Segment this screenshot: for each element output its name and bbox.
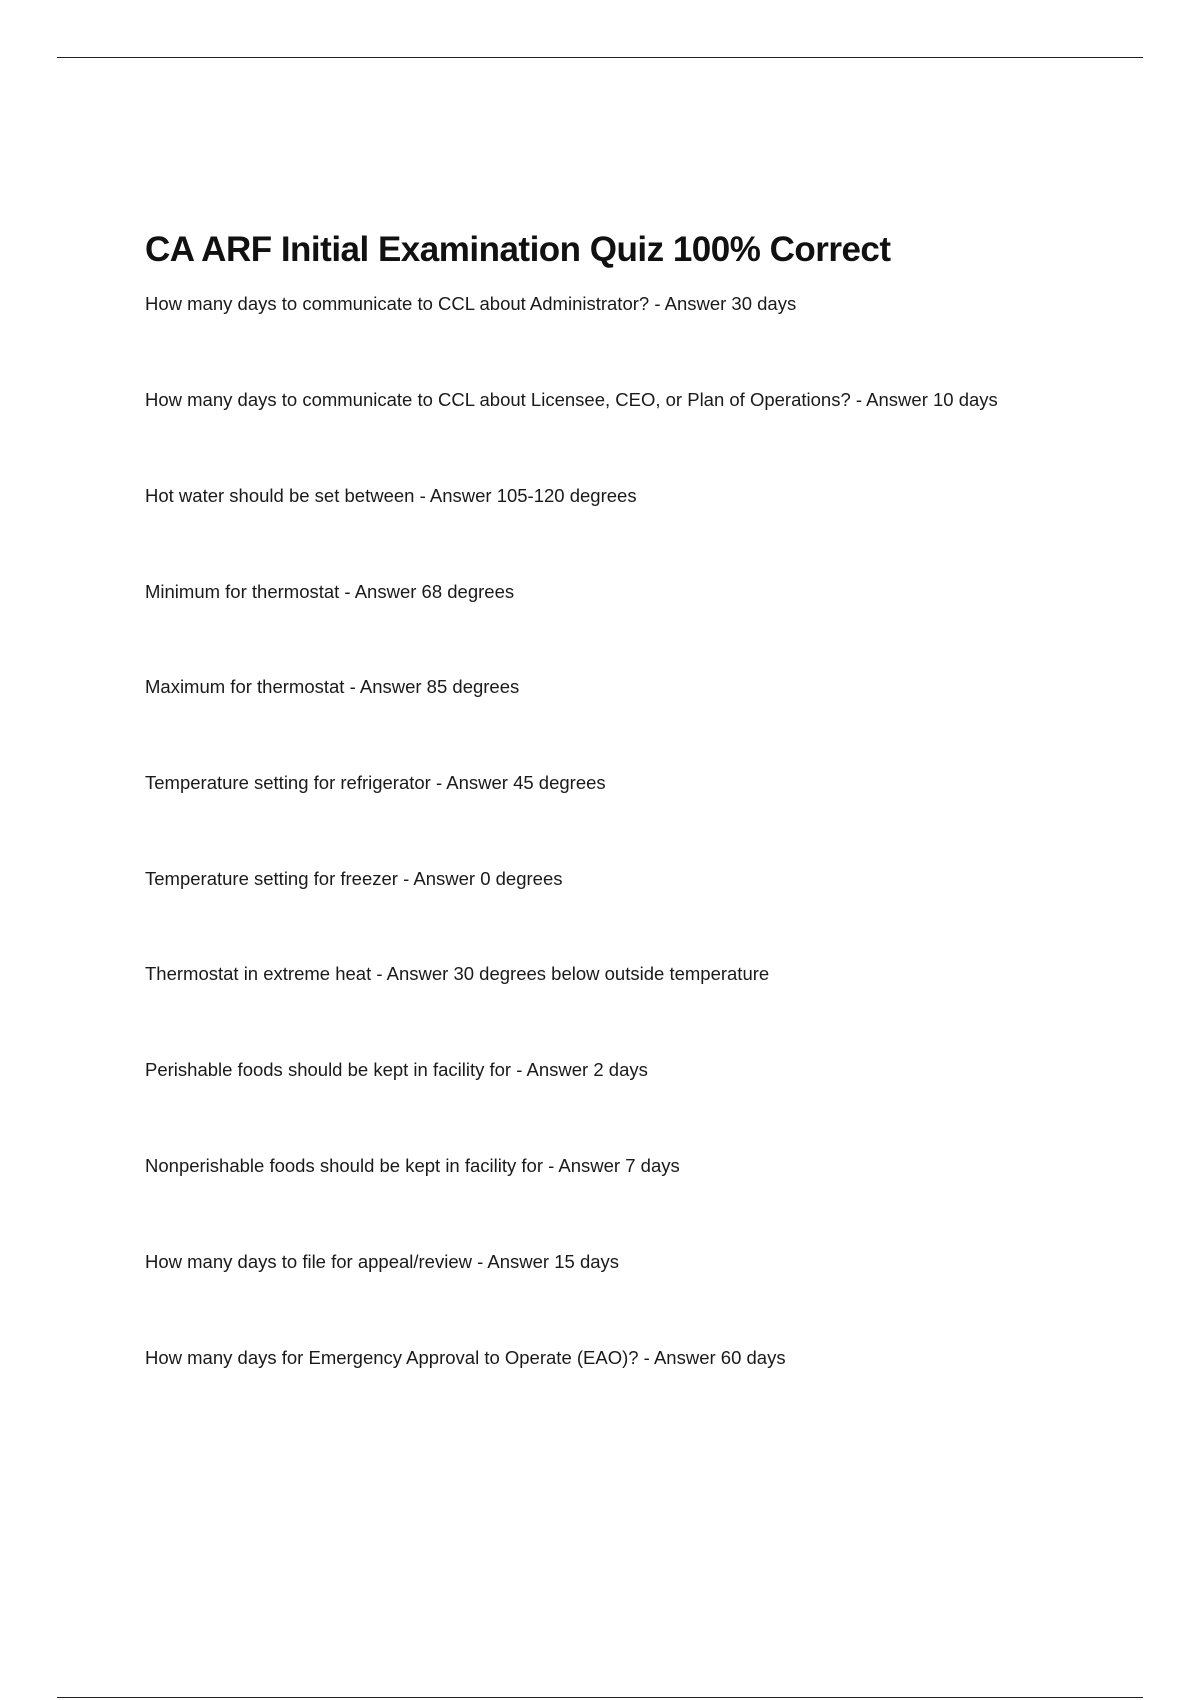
header-rule [57,57,1143,58]
qa-item: Temperature setting for refrigerator - Answer 45 degrees [145,772,606,793]
footer-rule [57,1697,1143,1698]
qa-item: Minimum for thermostat - Answer 68 degrees [145,581,515,602]
qa-item: How many days to file for appeal/review - Answer 15 days [145,1251,620,1272]
qa-item: Nonperishable foods should be kept in facility for - Answer 7 days [145,1155,680,1176]
document-body [145,226,1095,1368]
qa-item: Hot water should be set between - Answer 105-120 degrees [145,485,637,506]
document-title: CA ARF Initial Examination Quiz 100% Correct [145,230,891,269]
qa-item: Thermostat in extreme heat - Answer 30 degrees below outside temperature [145,963,770,984]
qa-item: How many days to communicate to CCL about Administrator? - Answer 30 days [145,293,797,314]
qa-item: How many days for Emergency Approval to Operate (EAO)? - Answer 60 days [145,1347,786,1368]
qa-item: Temperature setting for freezer - Answer 0 degrees [145,868,563,889]
qa-item: Maximum for thermostat - Answer 85 degrees [145,676,520,697]
qa-item: How many days to communicate to CCL about Licensee, CEO, or Plan of Operations? - Answer 10 days [145,389,998,410]
qa-item: Perishable foods should be kept in facility for - Answer 2 days [145,1059,648,1080]
